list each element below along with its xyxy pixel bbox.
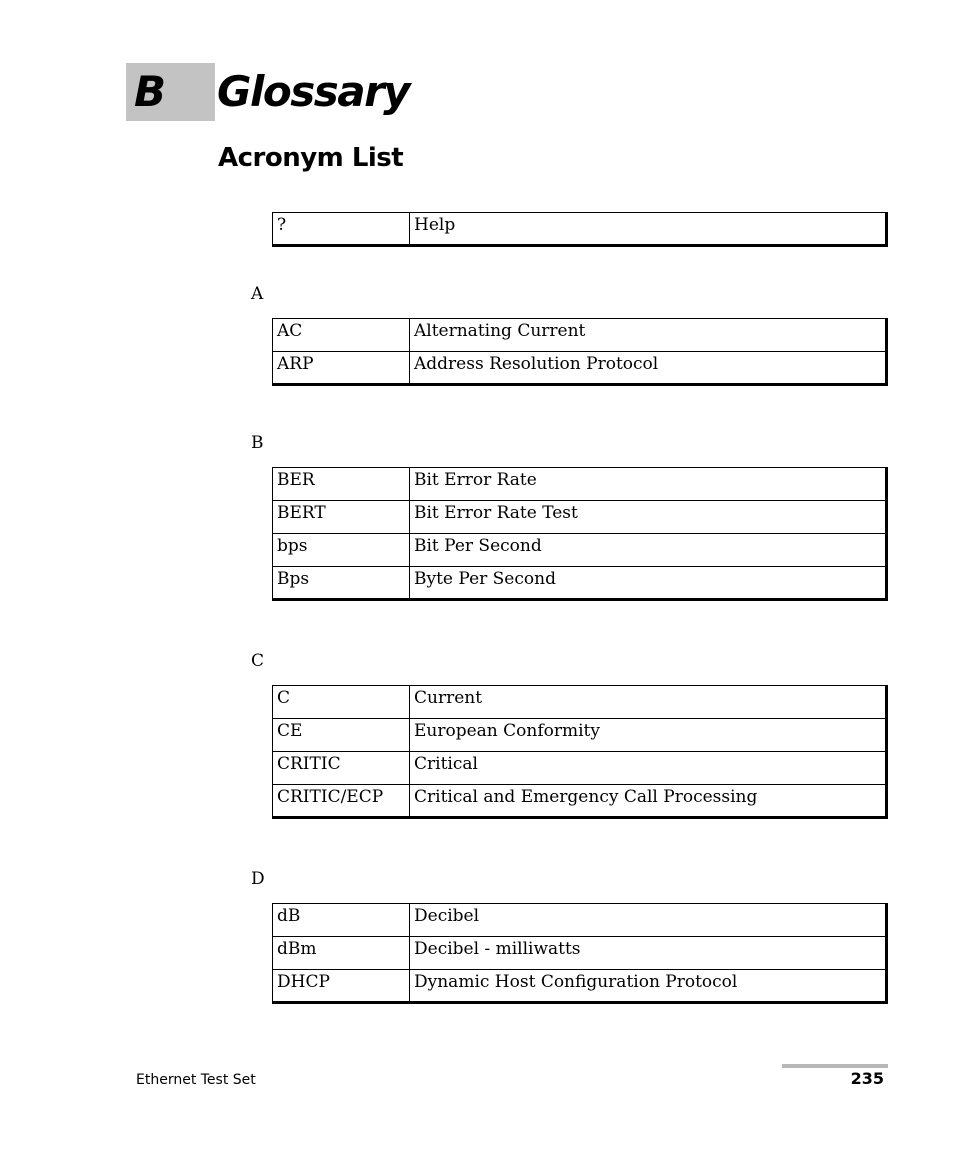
letter-heading-b: B — [251, 433, 264, 453]
acronym-definition: Bit Error Rate — [410, 468, 887, 501]
acronym-term: ARP — [273, 352, 410, 385]
acronym-definition: Critical — [410, 752, 887, 785]
acronym-table-b — [272, 467, 888, 601]
footer-product-name: Ethernet Test Set — [136, 1072, 256, 1088]
acronym-definition: Decibel — [410, 904, 887, 937]
table-row — [273, 937, 887, 970]
acronym-definition: Address Resolution Protocol — [410, 352, 887, 385]
acronym-definition: Bit Error Rate Test — [410, 501, 887, 534]
acronym-table-symbols — [272, 212, 888, 247]
acronym-term: BER — [273, 468, 410, 501]
table-row — [273, 352, 887, 385]
table-row — [273, 752, 887, 785]
acronym-definition: Alternating Current — [410, 319, 887, 352]
acronym-definition: European Conformity — [410, 719, 887, 752]
chapter-letter: B — [134, 67, 166, 116]
letter-heading-a: A — [251, 284, 264, 304]
table-row — [273, 534, 887, 567]
page-number: 235 — [850, 1069, 884, 1088]
acronym-term: dB — [273, 904, 410, 937]
acronym-definition: Byte Per Second — [410, 567, 887, 600]
acronym-definition: Dynamic Host Configuration Protocol — [410, 970, 887, 1003]
acronym-term: AC — [273, 319, 410, 352]
table-row — [273, 567, 887, 600]
footer-rule — [782, 1064, 888, 1068]
letter-heading-c: C — [251, 651, 265, 671]
acronym-term: dBm — [273, 937, 410, 970]
table-row — [273, 213, 887, 246]
table-row — [273, 904, 887, 937]
table-row — [273, 719, 887, 752]
acronym-term: Bps — [273, 567, 410, 600]
acronym-table-a — [272, 318, 888, 386]
table-row — [273, 501, 887, 534]
table-row — [273, 970, 887, 1003]
acronym-term: bps — [273, 534, 410, 567]
acronym-term: BERT — [273, 501, 410, 534]
acronym-term: CRITIC — [273, 752, 410, 785]
table-row — [273, 468, 887, 501]
acronym-definition: Bit Per Second — [410, 534, 887, 567]
acronym-definition: Current — [410, 686, 887, 719]
acronym-term: DHCP — [273, 970, 410, 1003]
acronym-term: CRITIC/ECP — [273, 785, 410, 818]
letter-heading-d: D — [251, 869, 265, 889]
table-row — [273, 319, 887, 352]
acronym-table-d — [272, 903, 888, 1004]
chapter-title: Glossary — [217, 67, 410, 116]
acronym-term: CE — [273, 719, 410, 752]
section-title: Acronym List — [218, 143, 404, 173]
acronym-definition: Decibel - milliwatts — [410, 937, 887, 970]
acronym-definition: Critical and Emergency Call Processing — [410, 785, 887, 818]
acronym-table-c — [272, 685, 888, 819]
table-row — [273, 785, 887, 818]
acronym-term: C — [273, 686, 410, 719]
acronym-definition: Help — [410, 213, 887, 246]
table-row — [273, 686, 887, 719]
acronym-term: ? — [273, 213, 410, 246]
